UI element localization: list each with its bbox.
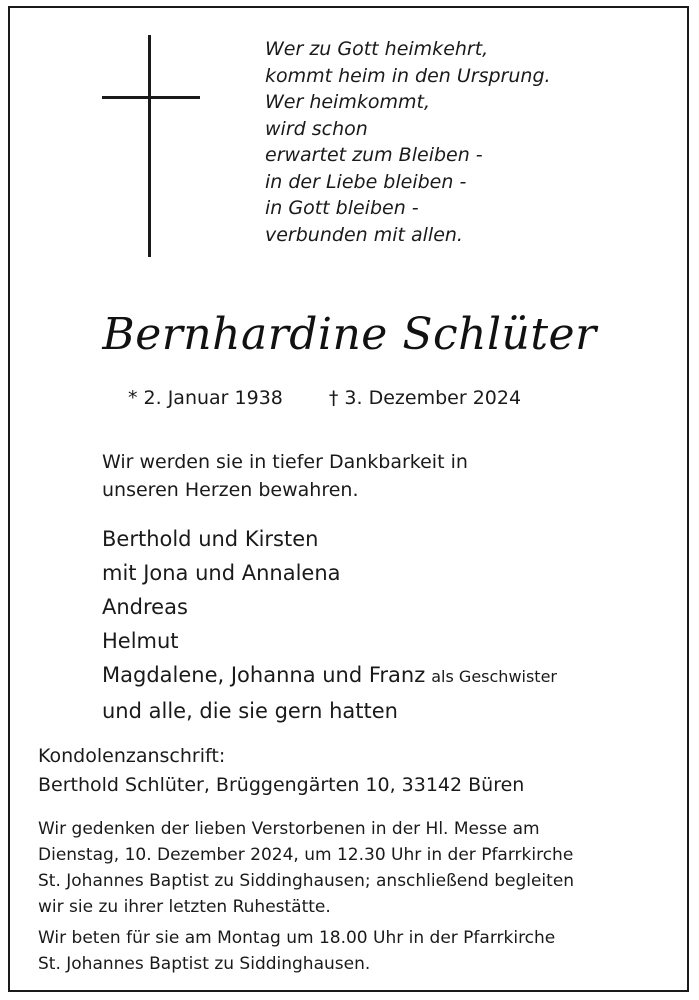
mass-line: St. Johannes Baptist zu Siddinghausen; anschließend begleiten [38, 871, 575, 891]
address-value: Berthold Schlüter, Brüggengärten 10, 33142 Büren [38, 774, 525, 796]
prayer-line: St. Johannes Baptist zu Siddinghausen. [38, 954, 371, 974]
thanks-line: Wir werden sie in tiefer Dankbarkeit in [102, 451, 468, 473]
family-line: Helmut [102, 629, 179, 653]
verse-line: Wer heimkommt, [265, 91, 430, 113]
address-label: Kondolenzanschrift: [38, 745, 226, 767]
siblings-names: Magdalene, Johanna und Franz [102, 663, 426, 687]
family-list [102, 522, 557, 728]
thanks-text [102, 448, 468, 504]
birth-date: * 2. Januar 1938 [128, 387, 283, 409]
prayer-line: Wir beten für sie am Montag um 18.00 Uhr in der Pfarrkirche [38, 928, 556, 948]
verse-line: Wer zu Gott heimkehrt, [265, 38, 489, 60]
family-line: mit Jona und Annalena [102, 561, 341, 585]
verse [265, 36, 551, 248]
family-line: Andreas [102, 595, 188, 619]
mass-line: Dienstag, 10. Dezember 2024, um 12.30 Uhr in der Pfarrkirche [38, 845, 574, 865]
deceased-name: Bernhardine Schlüter [102, 309, 597, 360]
verse-line: kommt heim in den Ursprung. [265, 64, 551, 87]
verse-line: in Gott bleiben - [265, 197, 419, 219]
mass-line: wir sie zu ihrer letzten Ruhestätte. [38, 897, 331, 917]
verse-line: wird schon [265, 117, 368, 140]
death-date: † 3. Dezember 2024 [328, 387, 522, 409]
family-line: und alle, die sie gern hatten [102, 699, 398, 723]
verse-line: verbunden mit allen. [265, 223, 463, 246]
life-dates [128, 384, 521, 412]
cross-vertical-bar [148, 35, 151, 257]
family-line: Berthold und Kirsten [102, 527, 319, 551]
verse-line: in der Liebe bleiben - [265, 170, 467, 193]
prayer-notice [38, 925, 555, 977]
mass-line: Wir gedenken der lieben Verstorbenen in der Hl. Messe am [38, 819, 540, 839]
verse-line: erwartet zum Bleiben - [265, 144, 483, 166]
family-line-siblings [102, 658, 557, 694]
thanks-line: unseren Herzen bewahren. [102, 479, 359, 501]
mass-notice [38, 816, 574, 920]
condolence-address [38, 742, 524, 800]
cross-horizontal-bar [102, 96, 200, 99]
siblings-note: als Geschwister [431, 667, 557, 686]
